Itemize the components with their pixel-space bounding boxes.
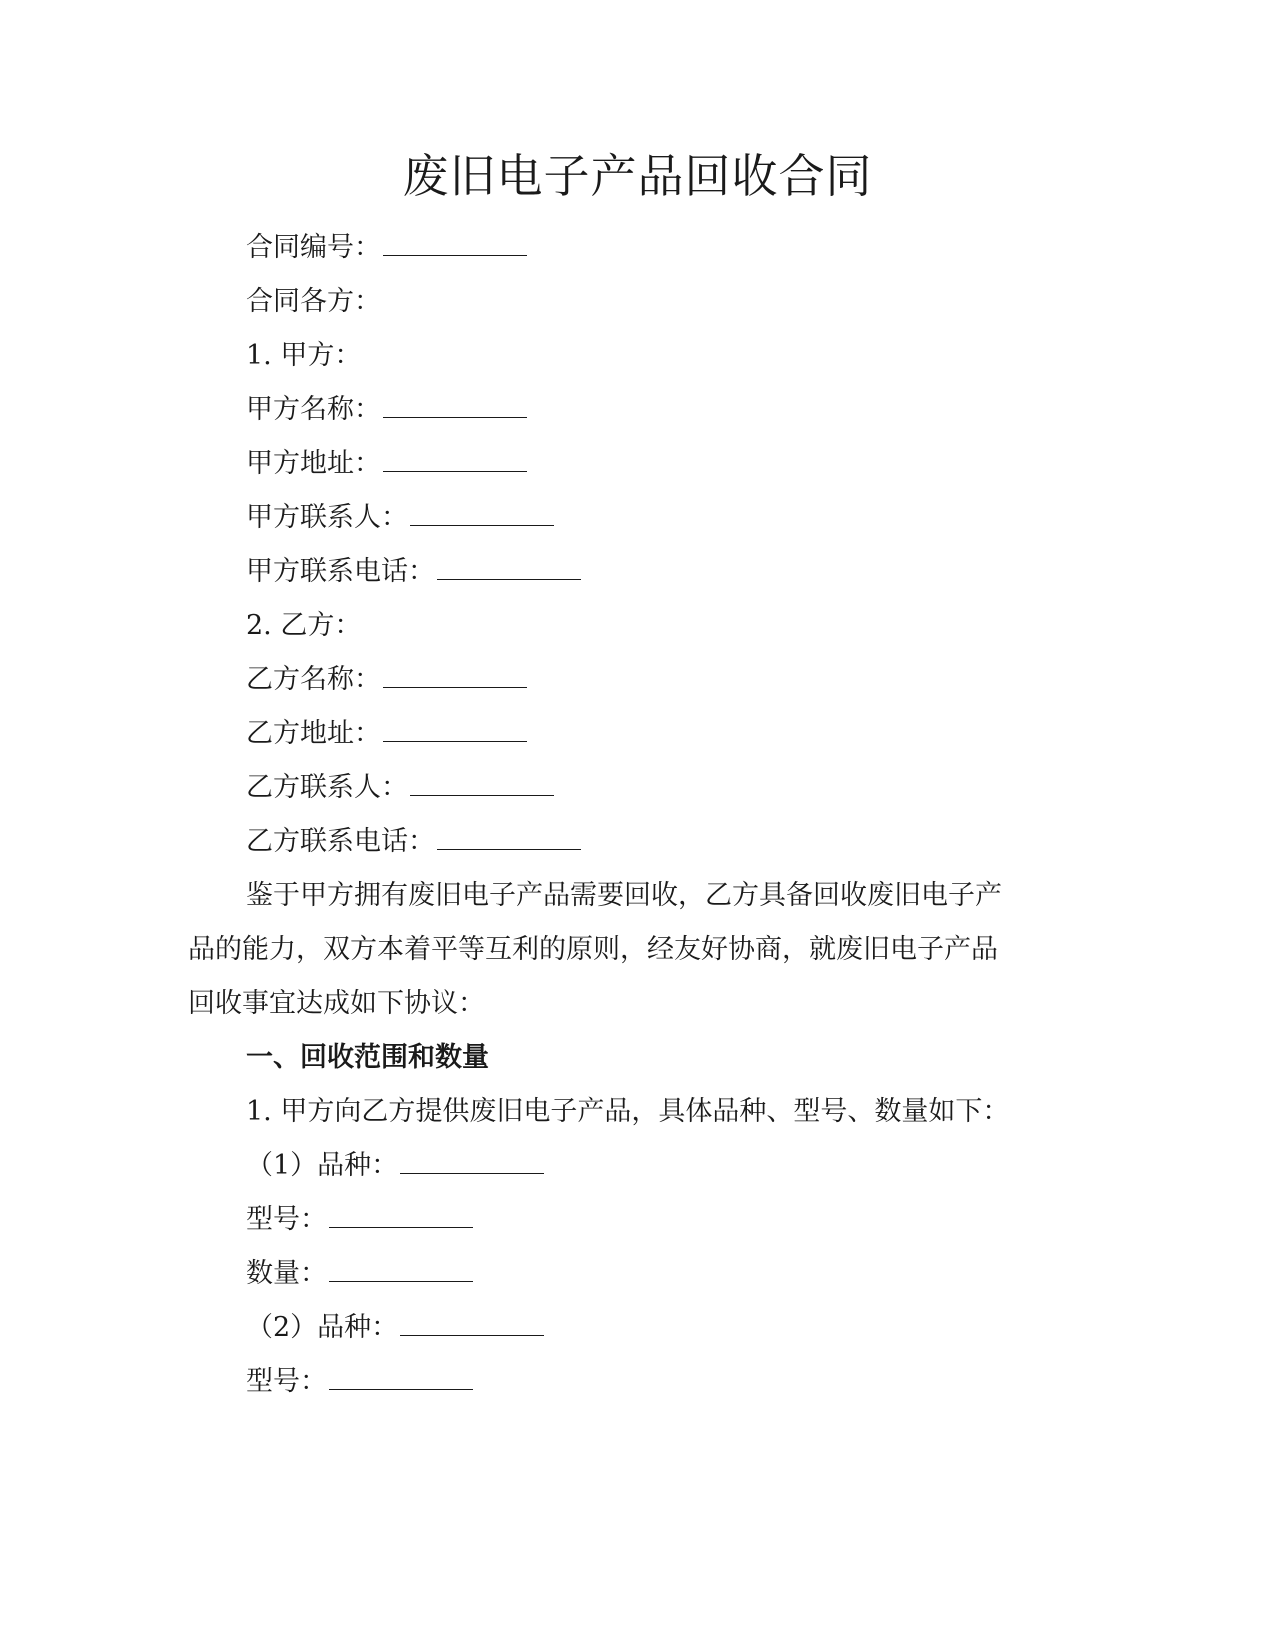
item-1-model-line: [246, 1200, 473, 1240]
party-b-contact-label: 乙方联系人：: [246, 772, 408, 803]
party-b-name-label: 乙方名称：: [246, 664, 381, 695]
party-b-address-blank[interactable]: [383, 715, 527, 742]
item-1-variety-line: [246, 1146, 544, 1186]
contract-number-blank[interactable]: [383, 229, 527, 256]
party-a-name-blank[interactable]: [383, 391, 527, 418]
party-b-heading: 2. 乙方：: [246, 610, 362, 641]
item-2-model-blank[interactable]: [329, 1363, 473, 1390]
party-b-address-line: [246, 714, 527, 754]
item-1-variety-blank[interactable]: [400, 1147, 544, 1174]
item-1-quantity-line: [246, 1254, 473, 1294]
item-1-model-label: 型号：: [246, 1204, 327, 1235]
party-b-contact-blank[interactable]: [410, 769, 554, 796]
party-a-address-line: [246, 444, 527, 484]
item-2-variety-label: （2）品种：: [246, 1312, 399, 1343]
item-1-model-blank[interactable]: [329, 1201, 473, 1228]
party-a-name-label: 甲方名称：: [246, 394, 381, 425]
party-b-name-blank[interactable]: [383, 661, 527, 688]
party-a-contact-line: [246, 498, 554, 538]
party-a-phone-blank[interactable]: [437, 553, 581, 580]
contract-number-line: [246, 228, 527, 268]
party-a-phone-line: [246, 552, 581, 592]
item-1-variety-label: （1）品种：: [246, 1150, 399, 1181]
parties-label: 合同各方：: [246, 286, 381, 317]
party-a-contact-blank[interactable]: [410, 499, 554, 526]
item-2-model-line: [246, 1362, 473, 1402]
party-b-contact-line: [246, 768, 554, 808]
party-a-address-blank[interactable]: [383, 445, 527, 472]
preamble-line-3: 回收事宜达成如下协议：: [188, 988, 485, 1019]
party-a-name-line: [246, 390, 527, 430]
item-2-variety-blank[interactable]: [400, 1309, 544, 1336]
party-a-phone-label: 甲方联系电话：: [246, 556, 435, 587]
party-b-phone-blank[interactable]: [437, 823, 581, 850]
party-a-contact-label: 甲方联系人：: [246, 502, 408, 533]
party-b-phone-label: 乙方联系电话：: [246, 826, 435, 857]
preamble-line-1: 鉴于甲方拥有废旧电子产品需要回收，乙方具备回收废旧电子产: [246, 880, 1002, 911]
item-1-quantity-label: 数量：: [246, 1258, 327, 1289]
item-2-model-label: 型号：: [246, 1366, 327, 1397]
party-b-name-line: [246, 660, 527, 700]
contract-number-label: 合同编号：: [246, 232, 381, 263]
document-title: 废旧电子产品回收合同: [402, 149, 873, 203]
clause-1: 1. 甲方向乙方提供废旧电子产品，具体品种、型号、数量如下：: [246, 1096, 1010, 1127]
party-a-address-label: 甲方地址：: [246, 448, 381, 479]
party-b-address-label: 乙方地址：: [246, 718, 381, 749]
party-a-heading: 1. 甲方：: [246, 340, 362, 371]
section-1-heading: 一、回收范围和数量: [246, 1042, 489, 1073]
preamble-line-2: 品的能力，双方本着平等互利的原则，经友好协商，就废旧电子产品: [188, 934, 998, 965]
party-b-phone-line: [246, 822, 581, 862]
item-1-quantity-blank[interactable]: [329, 1255, 473, 1282]
item-2-variety-line: [246, 1308, 544, 1348]
